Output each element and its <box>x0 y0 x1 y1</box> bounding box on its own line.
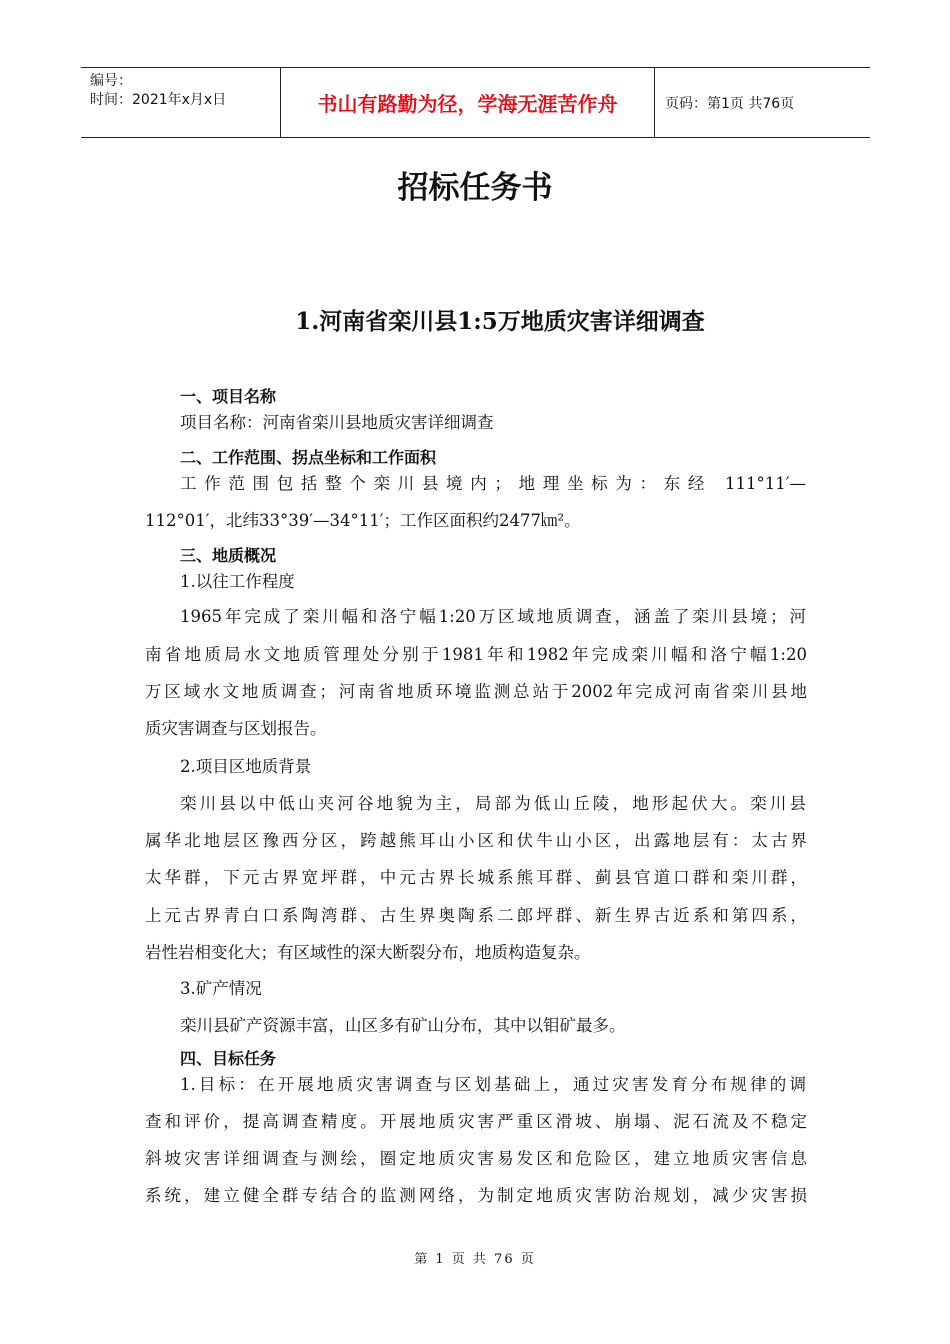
page-footer: 第 1 页 共 76 页 <box>414 1252 536 1267</box>
paragraph-line: 栾川县以中低山夹河谷地貌为主，局部为低山丘陵，地形起伏大。栾川县 <box>180 794 806 813</box>
paragraph-line: 栾川县矿产资源丰富，山区多有矿山分布，其中以钼矿最多。 <box>180 1016 626 1035</box>
paragraph-line: 上元古界青白口系陶湾群、古生界奥陶系二郎坪群、新生界古近系和第四系， <box>145 906 807 925</box>
section-heading: 一、项目名称 <box>180 387 277 406</box>
section-heading: 三、地质概况 <box>180 546 277 565</box>
header-motto: 书山有路勤为径，学海无涯苦作舟 <box>317 92 618 116</box>
paragraph-line: 斜坡灾害详细调查与测绘，圈定地质灾害易发区和危险区，建立地质灾害信息 <box>145 1149 807 1168</box>
document-title: 招标任务书 <box>397 170 553 206</box>
section-heading: 四、目标任务 <box>180 1049 277 1068</box>
subsection-heading: 2.项目区地质背景 <box>180 757 312 776</box>
paragraph-line: 太华群，下元古界宽坪群，中元古界长城系熊耳群、蓟县官道口群和栾川群， <box>145 868 807 887</box>
paragraph-line: 属华北地层区豫西分区，跨越熊耳山小区和伏牛山小区，出露地层有：太古界 <box>145 831 807 850</box>
header-page-info: 页码：第1页 共76页 <box>665 96 795 112</box>
paragraph-line: 万区域水文地质调查；河南省地质环境监测总站于2002年完成河南省栾川县地 <box>145 682 807 701</box>
document-date: 时间：2021年x月x日 <box>90 92 227 108</box>
page-header-table <box>81 67 870 138</box>
paragraph-line: 系统，建立健全群专结合的监测网络，为制定地质灾害防治规划，减少灾害损 <box>145 1186 807 1205</box>
document-number-label: 编号： <box>90 73 132 89</box>
paragraph-line: 工作范围包括整个栾川县境内；地理坐标为：东经 111°11′— <box>180 474 806 493</box>
subsection-heading: 1.以往工作程度 <box>180 572 295 591</box>
paragraph-line: 112°01′，北纬33°39′—34°11′；工作区面积约2477㎞²。 <box>145 511 581 530</box>
header-divider <box>654 68 655 137</box>
paragraph-line: 质灾害调查与区划报告。 <box>145 719 327 738</box>
document-subtitle: 1.河南省栾川县1:5万地质灾害详细调查 <box>295 308 705 335</box>
paragraph-line: 查和评价，提高调查精度。开展地质灾害严重区滑坡、崩塌、泥石流及不稳定 <box>145 1112 807 1131</box>
paragraph-line: 南省地质局水文地质管理处分别于1981年和1982年完成栾川幅和洛宁幅1:20 <box>145 645 807 664</box>
paragraph-line: 项目名称：河南省栾川县地质灾害详细调查 <box>180 413 494 432</box>
paragraph-line: 1.目标：在开展地质灾害调查与区划基础上，通过灾害发育分布规律的调 <box>180 1075 806 1094</box>
paragraph-line: 1965年完成了栾川幅和洛宁幅1:20万区域地质调查，涵盖了栾川县境；河 <box>180 607 806 626</box>
paragraph-line: 岩性岩相变化大；有区域性的深大断裂分布，地质构造复杂。 <box>145 943 591 962</box>
subsection-heading: 3.矿产情况 <box>180 979 262 998</box>
section-heading: 二、工作范围、拐点坐标和工作面积 <box>180 448 437 467</box>
header-meta-cell <box>81 68 280 137</box>
